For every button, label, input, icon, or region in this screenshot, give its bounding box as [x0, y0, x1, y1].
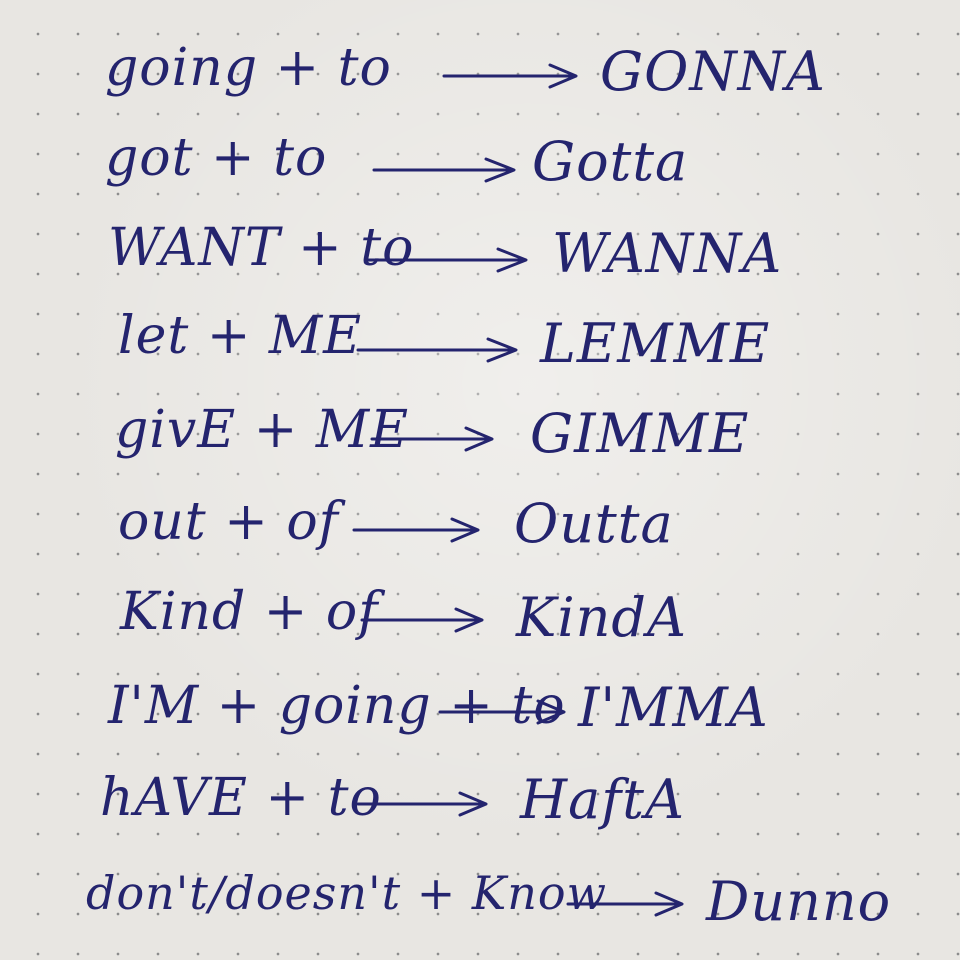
phrase-text: Kind + of	[120, 582, 379, 642]
right-arrow-icon	[438, 698, 573, 728]
right-arrow-icon	[370, 425, 500, 455]
right-arrow-icon	[566, 890, 691, 920]
contraction-text: HaftA	[520, 768, 685, 831]
right-arrow-icon	[366, 246, 536, 276]
contraction-text: I'MMA	[578, 676, 769, 739]
contraction-text: Gotta	[532, 130, 689, 193]
right-arrow-icon	[356, 790, 496, 820]
contraction-text: GONNA	[600, 40, 826, 103]
contraction-text: GIMME	[530, 402, 750, 465]
right-arrow-icon	[352, 516, 487, 546]
phrase-text: don't/doesn't + Know	[86, 866, 607, 920]
phrase-text: going + to	[105, 38, 392, 98]
phrase-text: let + ME	[118, 306, 363, 366]
phrase-text: WANT + to	[108, 218, 415, 278]
phrase-text: out + of	[118, 492, 339, 552]
contraction-text: KindA	[516, 586, 687, 649]
contraction-text: WANNA	[552, 222, 783, 285]
contraction-text: LEMME	[540, 312, 771, 375]
right-arrow-icon	[442, 62, 582, 92]
contraction-text: Outta	[514, 492, 674, 555]
right-arrow-icon	[356, 336, 526, 366]
right-arrow-icon	[360, 606, 490, 636]
phrase-text: givE + ME	[115, 400, 410, 460]
contraction-text: Dunno	[706, 870, 892, 933]
phrase-text: got + to	[105, 128, 328, 188]
phrase-text: hAVE + to	[100, 768, 382, 828]
phrase-text: I'M + going + to	[108, 676, 566, 736]
right-arrow-icon	[372, 156, 522, 186]
